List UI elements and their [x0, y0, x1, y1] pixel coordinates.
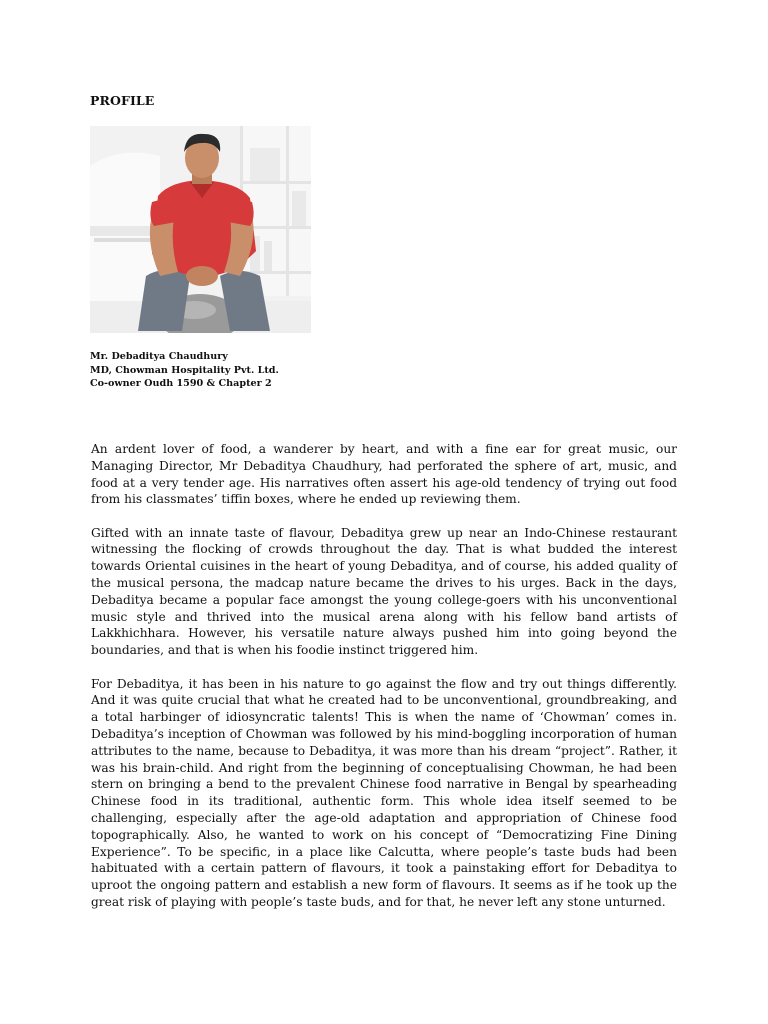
person-portrait-icon [90, 126, 311, 333]
person-name: Mr. Debaditya Chaudhury [90, 351, 228, 362]
person-role: MD, Chowman Hospitality Pvt. Ltd. [90, 364, 279, 376]
profile-body [91, 441, 677, 927]
body-paragraph: Gifted with an innate taste of flavour, Debaditya grew up near an Indo-Chinese restaurant witnessing the flocking of crowds throughout the day. That is what budded the interest towards Oriental cuisines in the heart of young Debaditya, and of course, his added quality of the musical persona, the madcap nature became the drives to his urges. Back in the days, Debaditya became a popular face amongst the young college-goers with his unconventional music style and thrived into the musical arena along with his fellow band artists of Lakkhichhara. However, his versatile nature always pushed him into going beyond the boundaries, and that is when his foodie instinct triggered him. [91, 525, 677, 658]
body-paragraph: An ardent lover of food, a wanderer by heart, and with a fine ear for great music, our Managing Director, Mr Debaditya Chaudhury, had perforated the sphere of art, music, and food at a very tender age. His narratives often assert his age-old tendency of trying out food from his classmates’ tiffin boxes, where he ended up reviewing them. [91, 442, 677, 507]
person-co-owner: Co-owner Oudh 1590 & Chapter 2 [90, 378, 272, 389]
profile-caption [90, 350, 279, 391]
page-heading: PROFILE [90, 93, 155, 108]
body-paragraph: For Debaditya, it has been in his nature to go against the flow and try out things differently. And it was quite crucial that what he created had to be unconventional, groundbreaking, and a total harbinger of idiosyncratic talents! This is when the name of ‘Chowman’ comes in. Debaditya’s inception of Chowman was followed by his mind-boggling incorporation of human attributes to the name, because to Debaditya, it was more than his dream “project”. Rather, it was his brain-child. And right from the beginning of conceptualising Chowman, he had been stern on bringing a bend to the prevalent Chinese food narrative in Bengal by spearheading Chinese food in its traditional, authentic form. This whole idea itself seemed to be challenging, especially after the age-old adaptation and appropriation of Chinese food topographically. Also, he wanted to work on his concept of “Democratizing Fine Dining Experience”. To be specific, in a place like Calcutta, where people’s taste buds had been habituated with a certain pattern of flavours, it took a painstaking effort for Debaditya to uproot the ongoing pattern and establish a new form of flavours. It seems as if he took up the great risk of playing with people’s taste buds, and for that, he never left any stone unturned. [91, 676, 677, 909]
profile-photo [90, 126, 311, 333]
